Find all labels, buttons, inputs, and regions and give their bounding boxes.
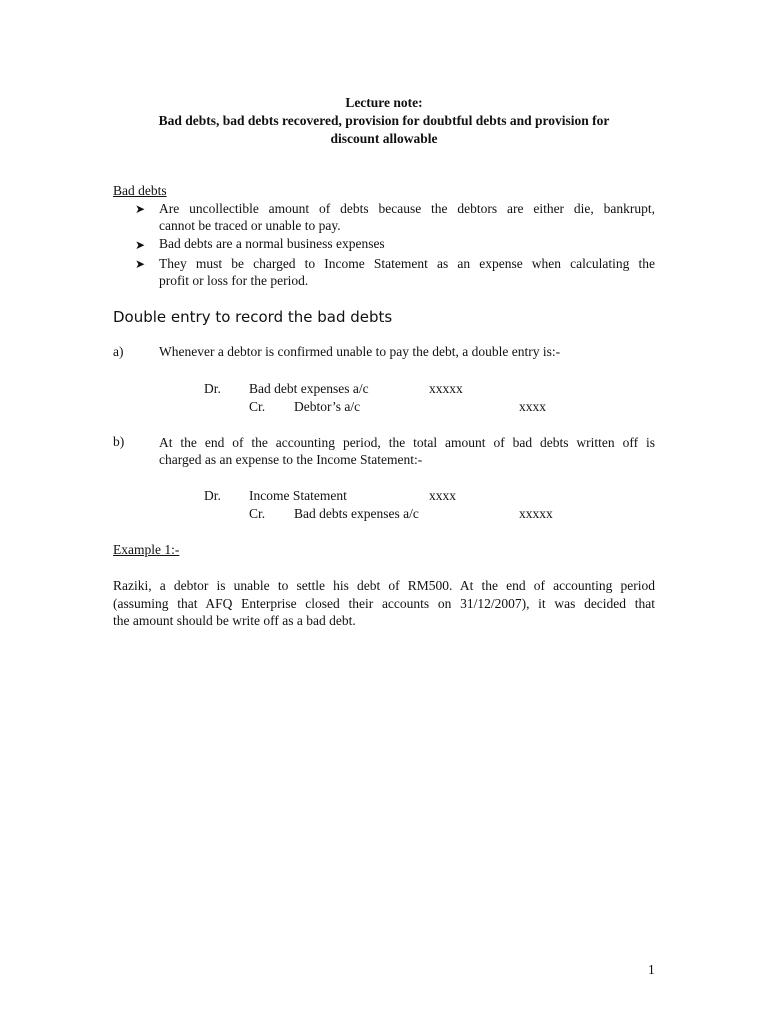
entry-b-dr-label: Dr. (204, 488, 221, 503)
title-line-3: discount allowable (330, 131, 438, 146)
example-line-3: the amount should be write off as a bad debt. (113, 613, 356, 628)
item-b-marker: b) (113, 434, 125, 449)
item-b-line-2: charged as an expense to the Income Statement:- (159, 452, 423, 467)
arrowhead-bullet-icon: ➤ (135, 202, 146, 216)
item-a-marker: a) (113, 344, 124, 359)
item-b-line-1: At the end of the accounting period, the total amount of bad debts written off is (159, 435, 655, 450)
entry-a-cr-amount: xxxx (519, 399, 546, 414)
arrowhead-bullet-icon: ➤ (135, 238, 146, 252)
entry-a-dr-label: Dr. (204, 381, 221, 396)
entry-a-dr-account: Bad debt expenses a/c (249, 381, 369, 396)
double-entry-heading: Double entry to record the bad debts (113, 308, 393, 326)
bullet-2-line-1: Bad debts are a normal business expenses (159, 236, 385, 251)
bad-debts-heading: Bad debts (113, 183, 167, 198)
title-line-2: Bad debts, bad debts recovered, provision for doubtful debts and provision for (158, 113, 610, 128)
example-line-2: (assuming that AFQ Enterprise closed their accounts on 31/12/2007), it was decided that (113, 596, 655, 611)
entry-b-cr-account: Bad debts expenses a/c (294, 506, 419, 521)
item-a-text: Whenever a debtor is confirmed unable to pay the debt, a double entry is:- (159, 344, 561, 359)
title-line-1: Lecture note: (345, 95, 423, 110)
example-heading: Example 1:- (113, 542, 180, 557)
entry-b-cr-amount: xxxxx (519, 506, 553, 521)
entry-a-cr-label: Cr. (249, 399, 266, 414)
example-line-1: Raziki, a debtor is unable to settle his debt of RM500. At the end of accounting period (113, 578, 655, 593)
bullet-3-line-2: profit or loss for the period. (159, 273, 309, 288)
bullet-3-line-1: They must be charged to Income Statement as an expense when calculating the (159, 256, 655, 271)
bullet-1-line-1: Are uncollectible amount of debts because the debtors are either die, bankrupt, (159, 201, 655, 216)
entry-a-cr-account: Debtor’s a/c (294, 399, 361, 414)
bullet-1-line-2: cannot be traced or unable to pay. (159, 218, 341, 233)
entry-b-dr-amount: xxxx (429, 488, 456, 503)
entry-b-dr-account: Income Statement (249, 488, 347, 503)
entry-a-dr-amount: xxxxx (429, 381, 463, 396)
arrowhead-bullet-icon: ➤ (135, 257, 146, 271)
page-number: 1 (648, 962, 655, 977)
entry-b-cr-label: Cr. (249, 506, 266, 521)
